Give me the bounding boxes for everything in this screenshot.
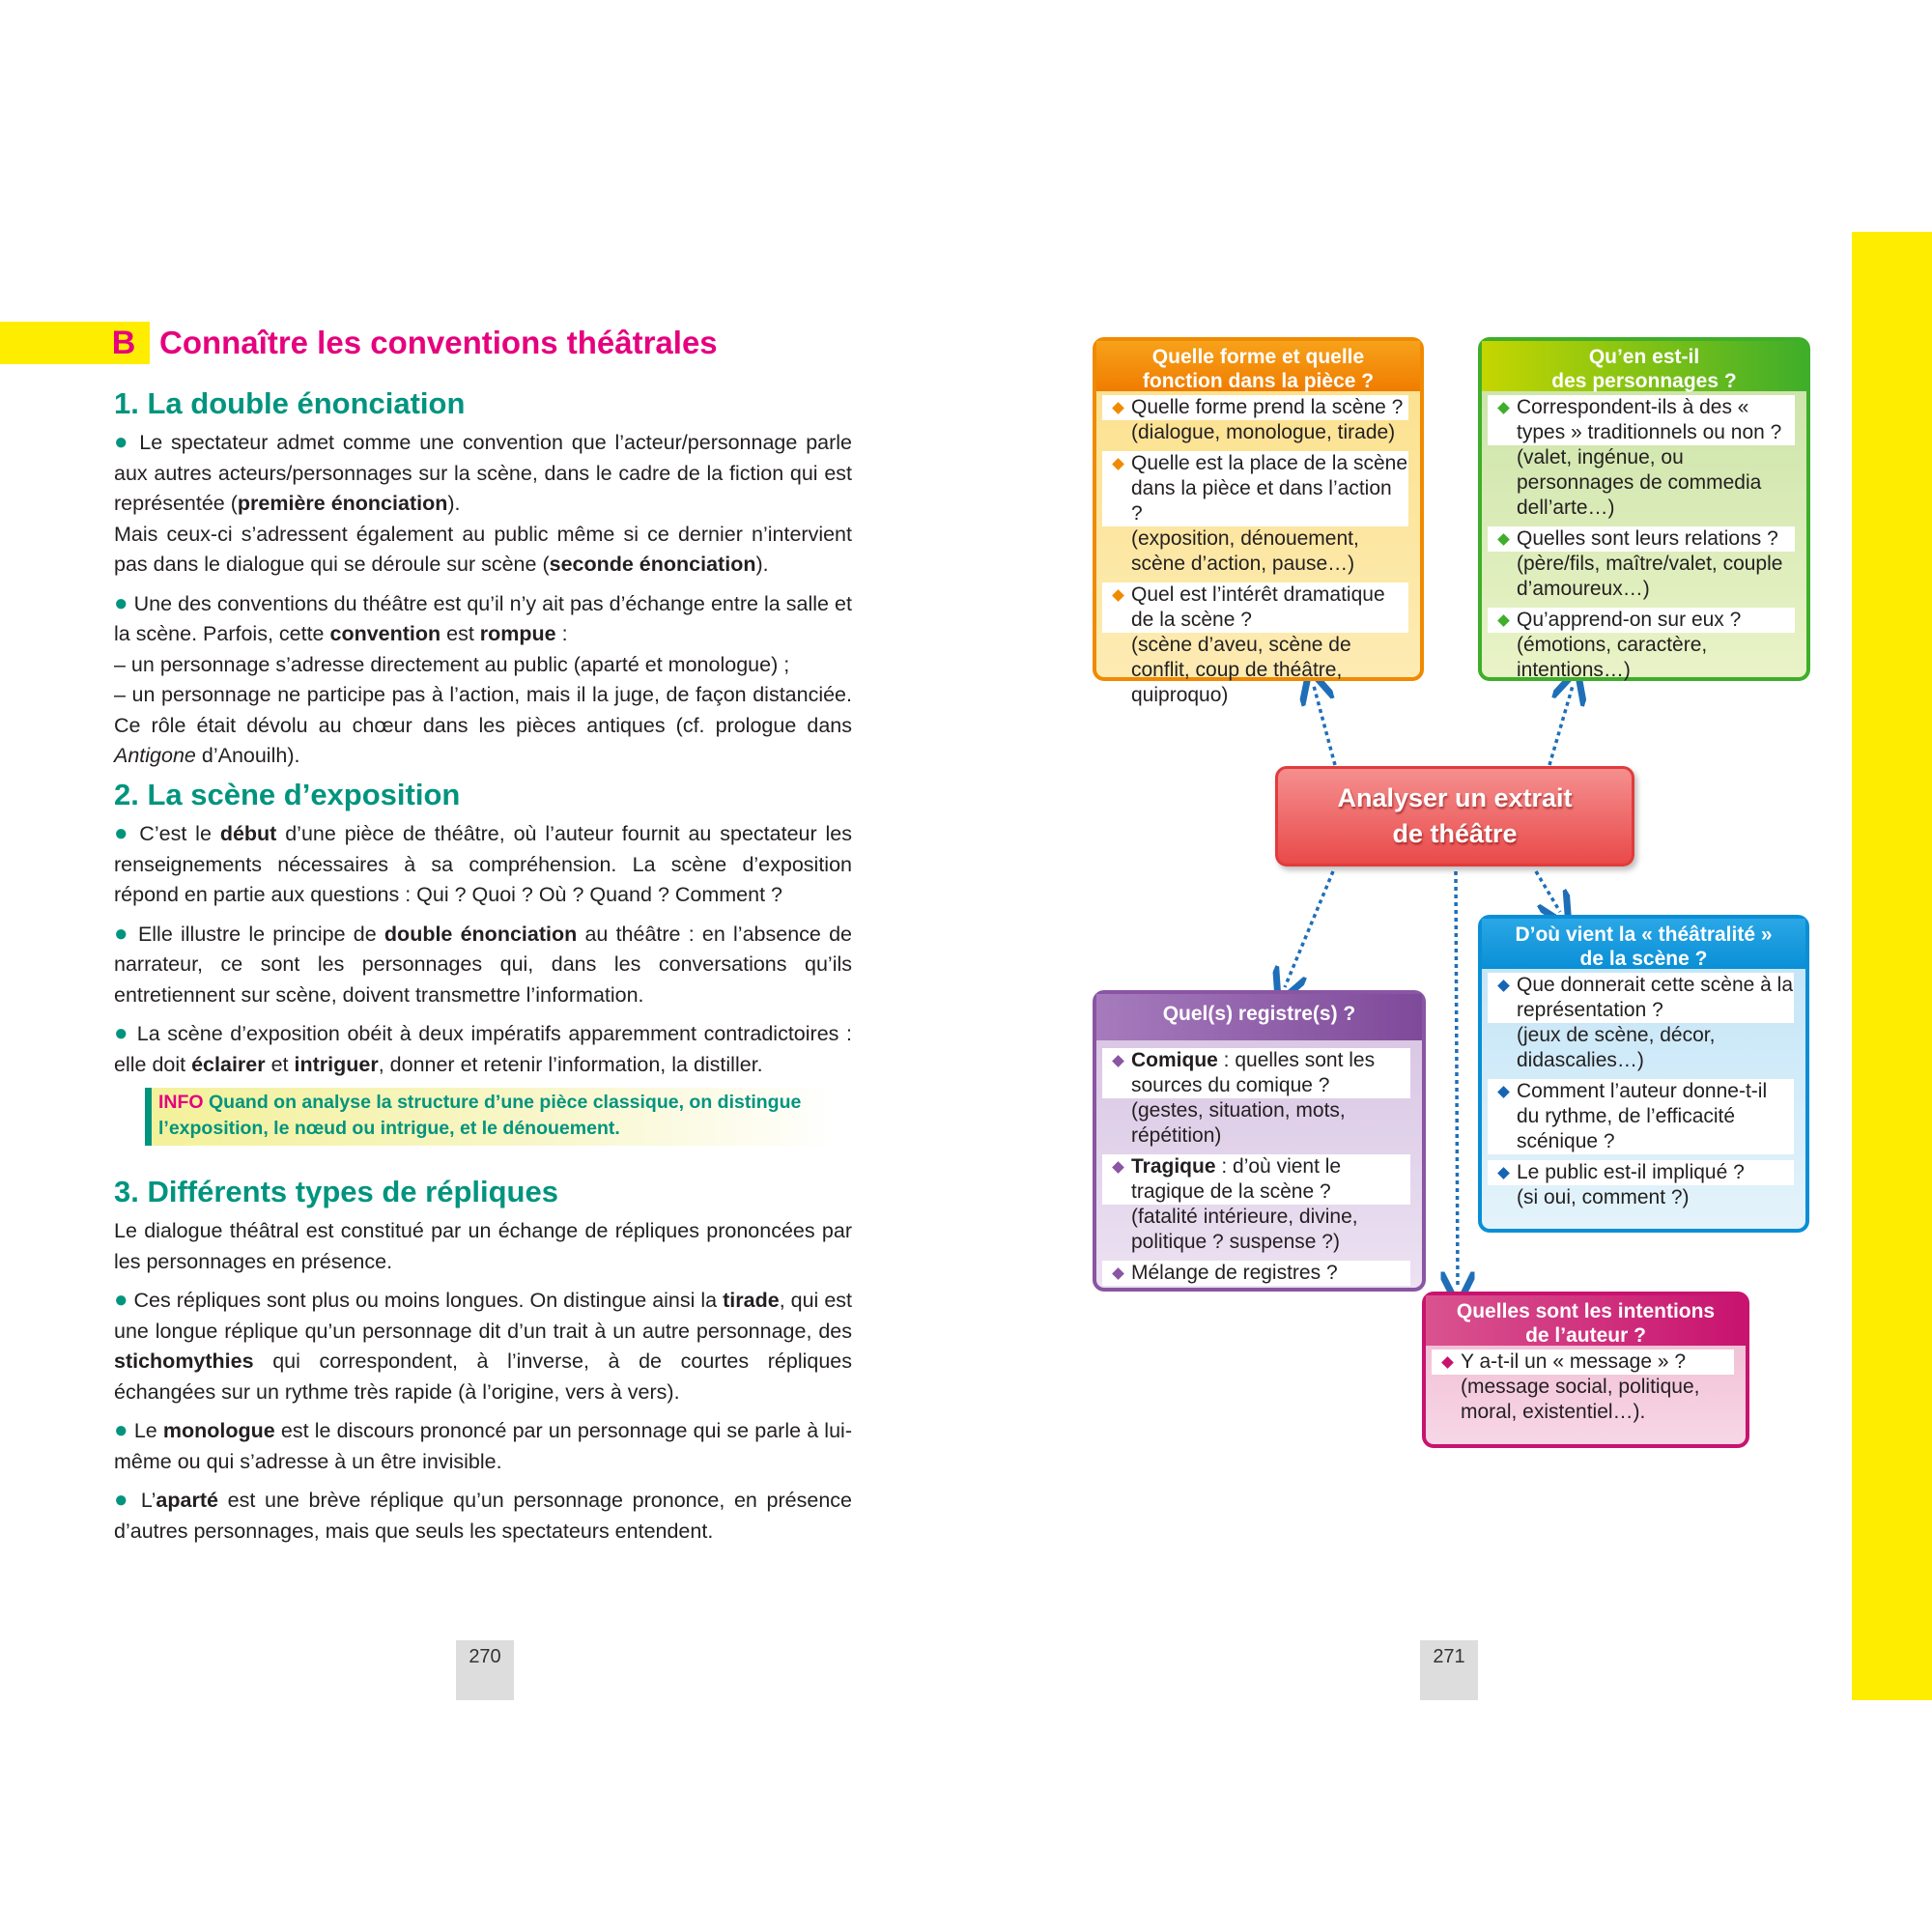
connector-theatralite — [1536, 871, 1560, 912]
list-item: Y a-t-il un « message » ? (message social, politique, moral, existentiel…). — [1432, 1350, 1740, 1425]
page-number-left: 270 — [456, 1640, 514, 1700]
info-label: INFO — [158, 1092, 204, 1113]
connector-registre — [1285, 871, 1333, 987]
subsection-1-text: ● Le spectateur admet comme une convention que l’acteur/personnage parle aux autres acteurs/personnages sur la scène, dans le cadre de la fiction qui est représentée (première énonciation). Mais ceux-ci s’adressent également au public même si ce dernier n’intervient pas dans le dialogue qui se déroule sur scène (seconde énonciation). ● Une des conventions du théâtre est qu’il n’y ait pas d’échange entre la salle et la scène. Parfois, cette convention est rompue : – un personnage s’adresse directement au public (aparté et monologue) ; – un personnage ne participe pas à l’action, mais il la juge, de façon distanciée. Ce rôle était dévolu au chœur dans les pièces antiques (cf. prologue dans Antigone d’Anouilh). — [114, 429, 853, 767]
list-item: Quel est l’intérêt dramatique de la scène ? (scène d’aveu, scène de conflit, coup de théâtre, quiproquo) — [1102, 582, 1414, 708]
box-forme-header: Quelle forme et quelle fonction dans la pièce ? — [1096, 341, 1420, 391]
mindmap-box-personnages — [1478, 337, 1810, 681]
list-item: Qu’apprend-on sur eux ? (émotions, caractère, intentions…) — [1488, 608, 1801, 683]
info-text: INFO Quand on analyse la structure d’une pièce classique, on distingue l’exposition, le nœud ou intrigue, et le dénouement. — [158, 1092, 802, 1139]
bullet-icon: ● — [114, 429, 131, 455]
list-item: Correspondent-ils à des « types » traditionnels ou non ? (valet, ingénue, ou personnages de commedia dell’arte…) — [1488, 395, 1801, 521]
list-item: Le public est-il impliqué ? (si oui, comment ?) — [1488, 1160, 1800, 1210]
mindmap-box-intentions — [1422, 1292, 1749, 1448]
connector-intentions — [1456, 871, 1458, 1289]
subsection-title-3: 3. Différents types de répliques — [114, 1175, 558, 1208]
list-item: Quelle forme prend la scène ? (dialogue, monologue, tirade) — [1102, 395, 1414, 445]
box-theatralite-header: D’où vient la « théâtralité » de la scène ? — [1482, 919, 1805, 969]
subsection-title-1: 1. La double énonciation — [114, 386, 466, 420]
bullet-icon: ● — [114, 820, 131, 846]
list-item: Tragique : d’où vient le tragique de la scène ? (fatalité intérieure, divine, politique ? suspense ?) — [1102, 1154, 1416, 1255]
mindmap-box-forme — [1093, 337, 1424, 706]
mindmap-box-registre — [1093, 990, 1426, 1292]
bullet-icon: ● — [114, 1020, 130, 1046]
list-item: Que donnerait cette scène à la représentation ? (jeux de scène, décor, didascalies…) — [1488, 973, 1800, 1073]
page-number-right: 271 — [1420, 1640, 1478, 1700]
center-node-title: Analyser un extrait de théâtre — [1337, 783, 1573, 848]
box-registre-header: Quel(s) registre(s) ? — [1096, 994, 1422, 1040]
list-item: Mélange de registres ? — [1102, 1261, 1416, 1286]
subsection-title-2: 2. La scène d’exposition — [114, 778, 461, 811]
subsection-2-text: ● C’est le début d’une pièce de théâtre, où l’auteur fournit au spectateur les renseignements nécessaires à sa compréhension. La scène d’exposition répond en partie aux questions : Qui ? Quoi ? Où ? Quand ? Comment ? ● Elle illustre le principe de double énonciation au théâtre : en l’absence de narrateur, ce sont les personnages qui, dans les conversations qu’ils entretiennent sur scène, doivent transmettre l’information. ● La scène d’exposition obéit à deux impératifs apparemment contradictoires : elle doit éclairer et intriguer, donner et retenir l’information, la distiller. — [114, 820, 853, 1076]
list-item: Quelle est la place de la scène dans la pièce et dans l’action ? (exposition, dénouement, scène d’action, pause…) — [1102, 451, 1414, 577]
mindmap-box-theatralite — [1478, 915, 1809, 1233]
subsection-3-text: Le dialogue théâtral est constitué par un échange de répliques prononcées par les personnages en présence. ● Ces répliques sont plus ou moins longues. On distingue ainsi la tirade, qui est une longue réplique qu’un personnage dit d’un trait à un autre personnage, des stichomythies qui correspondent, à l’inverse, à de courtes répliques échangées sur un rythme très rapide (à l’origine, vers à vers). ● Le monologue est le discours prononcé par un personnage qui se parle à lui-même ou qui s’adresse à un être invisible. ● L’aparté est une brève réplique qu’un personnage prononce, en présence d’autres personnages, mais que seuls les spectateurs entendent. — [114, 1219, 852, 1543]
list-item: Comique : quelles sont les sources du comique ? (gestes, situation, mots, répétition) — [1102, 1048, 1416, 1149]
bullet-icon: ● — [114, 920, 130, 947]
connector-perso — [1549, 686, 1573, 765]
yellow-edge-strip — [1852, 232, 1932, 1700]
bullet-icon: ● — [114, 1417, 128, 1443]
box-intentions-header: Quelles sont les intentions de l’auteur ? — [1426, 1295, 1746, 1346]
bullet-icon: ● — [114, 1287, 128, 1313]
list-item: Quelles sont leurs relations ? (père/fils, maître/valet, couple d’amoureux…) — [1488, 526, 1801, 602]
bullet-icon: ● — [114, 589, 128, 616]
box-personnages-header: Qu’en est-il des personnages ? — [1482, 341, 1806, 391]
bullet-icon: ● — [114, 1487, 132, 1513]
list-item: Comment l’auteur donne-t-il du rythme, de l’efficacité scénique ? — [1488, 1079, 1800, 1154]
section-title: Connaître les conventions théâtrales — [159, 325, 718, 360]
section-letter: B — [100, 322, 147, 364]
